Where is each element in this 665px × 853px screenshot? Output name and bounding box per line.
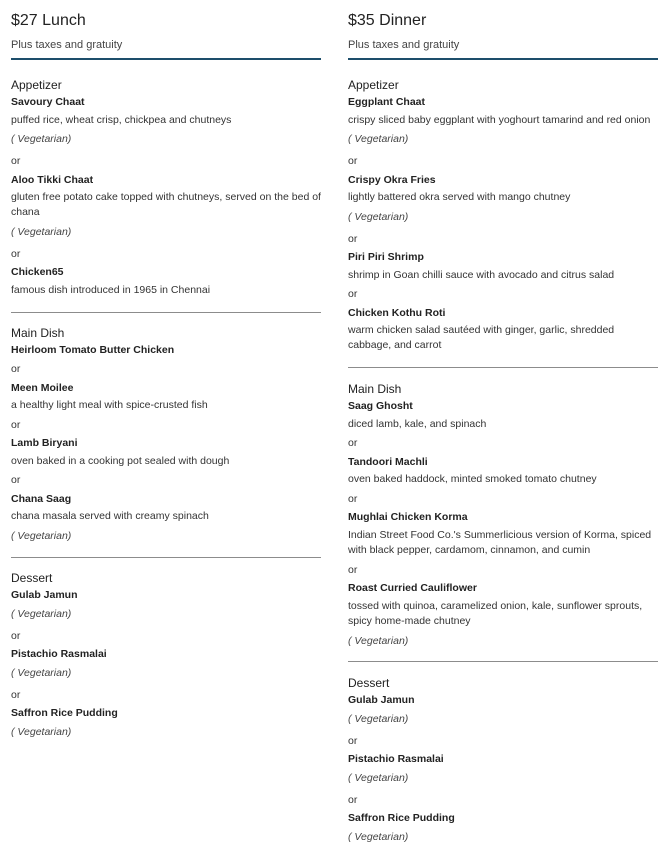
lunch-dish-name: Pistachio Rasmalai (11, 648, 107, 660)
or-separator: or (11, 248, 21, 260)
dinner-dish-name: Crispy Okra Fries (348, 174, 436, 186)
or-separator: or (11, 474, 21, 486)
vegetarian-tag: ( Vegetarian) (348, 831, 409, 843)
lunch-dish-name: Aloo Tikki Chaat (11, 174, 94, 186)
vegetarian-tag: ( Vegetarian) (11, 726, 72, 738)
lunch-dish-name: Chana Saag (11, 493, 72, 505)
section-divider (348, 367, 658, 368)
dinner-dish-description: tossed with quinoa, caramelized onion, kale, sunflower sprouts, spicy home-made chutney (348, 600, 643, 627)
lunch-dish-name: Chicken65 (11, 266, 64, 278)
lunch-dish-description: puffed rice, wheat crisp, chickpea and chutneys (11, 114, 232, 126)
or-separator: or (11, 689, 21, 701)
vegetarian-tag: ( Vegetarian) (348, 713, 409, 725)
vegetarian-tag: ( Vegetarian) (11, 608, 72, 620)
dinner-dish-name: Piri Piri Shrimp (348, 251, 424, 263)
dinner-dish-name: Eggplant Chaat (348, 96, 426, 108)
lunch-dish-name: Heirloom Tomato Butter Chicken (11, 344, 175, 356)
lunch-header-divider (11, 58, 321, 60)
dinner-dish-name: Tandoori Machli (348, 456, 428, 468)
dinner-header-divider (348, 58, 658, 60)
or-separator: or (11, 363, 21, 375)
vegetarian-tag: ( Vegetarian) (11, 667, 72, 679)
lunch-dish-name: Saffron Rice Pudding (11, 707, 118, 719)
or-separator: or (11, 630, 21, 642)
dinner-dish-name: Chicken Kothu Roti (348, 307, 446, 319)
vegetarian-tag: ( Vegetarian) (348, 211, 409, 223)
vegetarian-tag: ( Vegetarian) (348, 133, 409, 145)
dinner-dish-name: Saffron Rice Pudding (348, 812, 455, 824)
vegetarian-tag: ( Vegetarian) (11, 530, 72, 542)
dinner-appetizer-heading: Appetizer (348, 78, 399, 92)
or-separator: or (11, 155, 21, 167)
or-separator: or (348, 493, 358, 505)
dinner-dessert-heading: Dessert (348, 676, 390, 690)
dinner-dish-name: Pistachio Rasmalai (348, 753, 444, 765)
or-separator: or (348, 564, 358, 576)
dinner-dish-name: Roast Curried Cauliflower (348, 582, 477, 594)
dinner-dish-name: Saag Ghosht (348, 400, 413, 412)
vegetarian-tag: ( Vegetarian) (11, 226, 72, 238)
vegetarian-tag: ( Vegetarian) (348, 635, 409, 647)
lunch-dish-name: Gulab Jamun (11, 589, 78, 601)
dinner-dish-name: Gulab Jamun (348, 694, 415, 706)
vegetarian-tag: ( Vegetarian) (11, 133, 72, 145)
lunch-dish-description: famous dish introduced in 1965 in Chennai (11, 284, 211, 296)
or-separator: or (348, 155, 358, 167)
or-separator: or (348, 735, 358, 747)
lunch-dish-description: chana masala served with creamy spinach (11, 510, 209, 522)
lunch-dish-description: a healthy light meal with spice-crusted fish (11, 399, 208, 411)
dinner-dish-description: oven baked haddock, minted smoked tomato chutney (348, 473, 597, 485)
or-separator: or (348, 437, 358, 449)
lunch-dish-name: Lamb Biryani (11, 437, 78, 449)
or-separator: or (348, 794, 358, 806)
dinner-dish-description: shrimp in Goan chilli sauce with avocado and citrus salad (348, 269, 615, 281)
or-separator: or (348, 233, 358, 245)
dinner-dish-description: lightly battered okra served with mango chutney (348, 191, 571, 203)
lunch-price-note: Plus taxes and gratuity (11, 39, 123, 51)
section-divider (11, 312, 321, 313)
dinner-dish-description: crispy sliced baby eggplant with yoghourt tamarind and red onion (348, 114, 651, 126)
dinner-main-heading: Main Dish (348, 382, 402, 396)
dinner-title: $35 Dinner (348, 12, 427, 29)
dinner-dish-description: Indian Street Food Co.'s Summerlicious version of Korma, spiced with black pepper, cardamom, cinnamon, and cumin (348, 529, 652, 556)
lunch-main-heading: Main Dish (11, 326, 65, 340)
vegetarian-tag: ( Vegetarian) (348, 772, 409, 784)
lunch-appetizer-heading: Appetizer (11, 78, 62, 92)
dinner-dish-description: diced lamb, kale, and spinach (348, 418, 487, 430)
lunch-dish-name: Savoury Chaat (11, 96, 85, 108)
or-separator: or (11, 419, 21, 431)
lunch-dessert-heading: Dessert (11, 571, 53, 585)
or-separator: or (348, 288, 358, 300)
dinner-dish-name: Mughlai Chicken Korma (348, 511, 468, 523)
lunch-dish-description: oven baked in a cooking pot sealed with dough (11, 455, 230, 467)
section-divider (11, 557, 321, 558)
lunch-dish-description: gluten free potato cake topped with chutneys, served on the bed of chana (11, 191, 321, 218)
dinner-price-note: Plus taxes and gratuity (348, 39, 460, 51)
dinner-dish-description: warm chicken salad sautéed with ginger, garlic, shredded cabbage, and carrot (348, 324, 615, 351)
lunch-title: $27 Lunch (11, 12, 86, 29)
section-divider (348, 661, 658, 662)
lunch-dish-name: Meen Moilee (11, 382, 74, 394)
